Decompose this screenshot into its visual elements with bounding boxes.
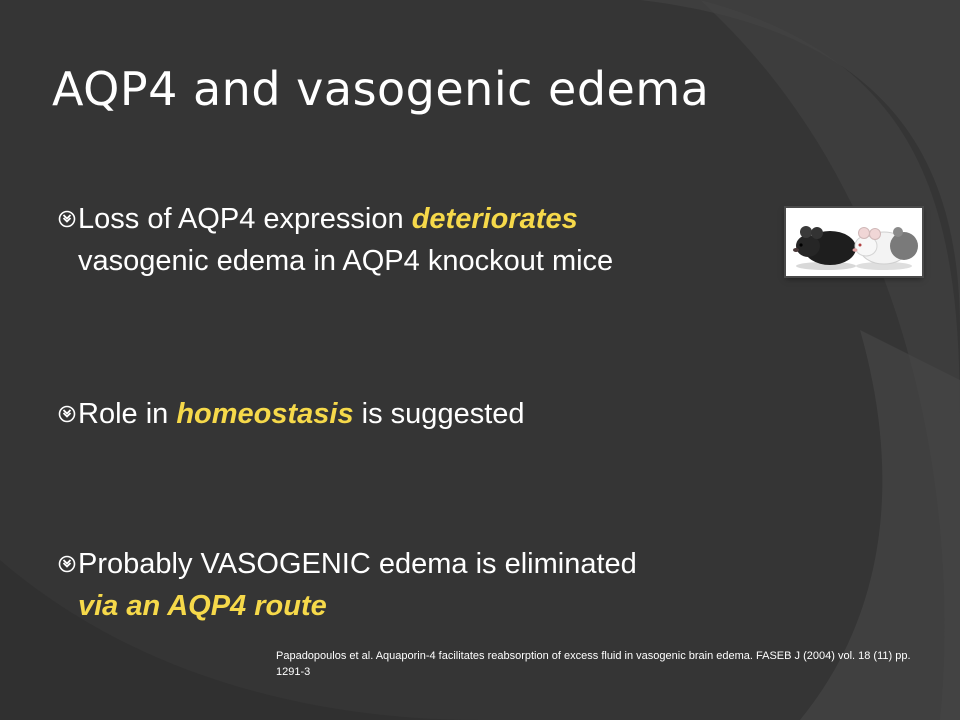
circled-chevron-icon xyxy=(58,210,76,228)
citation: Papadopoulos et al. Aquaporin-4 facilitates reabsorption of excess fluid in vasogenic brain edema. FASEB J (2004) vol. 18 (11) pp. 1291-3 xyxy=(276,650,911,678)
slide-title: AQP4 and vasogenic edema xyxy=(52,62,710,116)
mice-illustration xyxy=(786,208,922,276)
bullet-2-highlight: homeostasis xyxy=(176,398,354,430)
bullet-1-pre: Loss of AQP4 expression xyxy=(78,203,412,235)
mice-photo xyxy=(786,208,922,276)
bullet-3-text xyxy=(78,543,637,627)
circled-chevron-icon xyxy=(58,405,76,423)
bullet-1-line2: vasogenic edema in AQP4 knockout mice xyxy=(78,245,614,277)
bullet-1-text xyxy=(78,198,613,282)
bullet-1-highlight: deteriorates xyxy=(411,203,578,235)
bullet-2-text xyxy=(78,393,525,435)
bullet-2-pre: Role in xyxy=(78,398,177,430)
circled-chevron-icon xyxy=(58,555,76,573)
bullet-3-highlight: via an AQP4 route xyxy=(78,590,327,622)
bullet-3-line1: Probably VASOGENIC edema is eliminated xyxy=(78,548,637,580)
bullet-2-post: is suggested xyxy=(353,398,525,430)
